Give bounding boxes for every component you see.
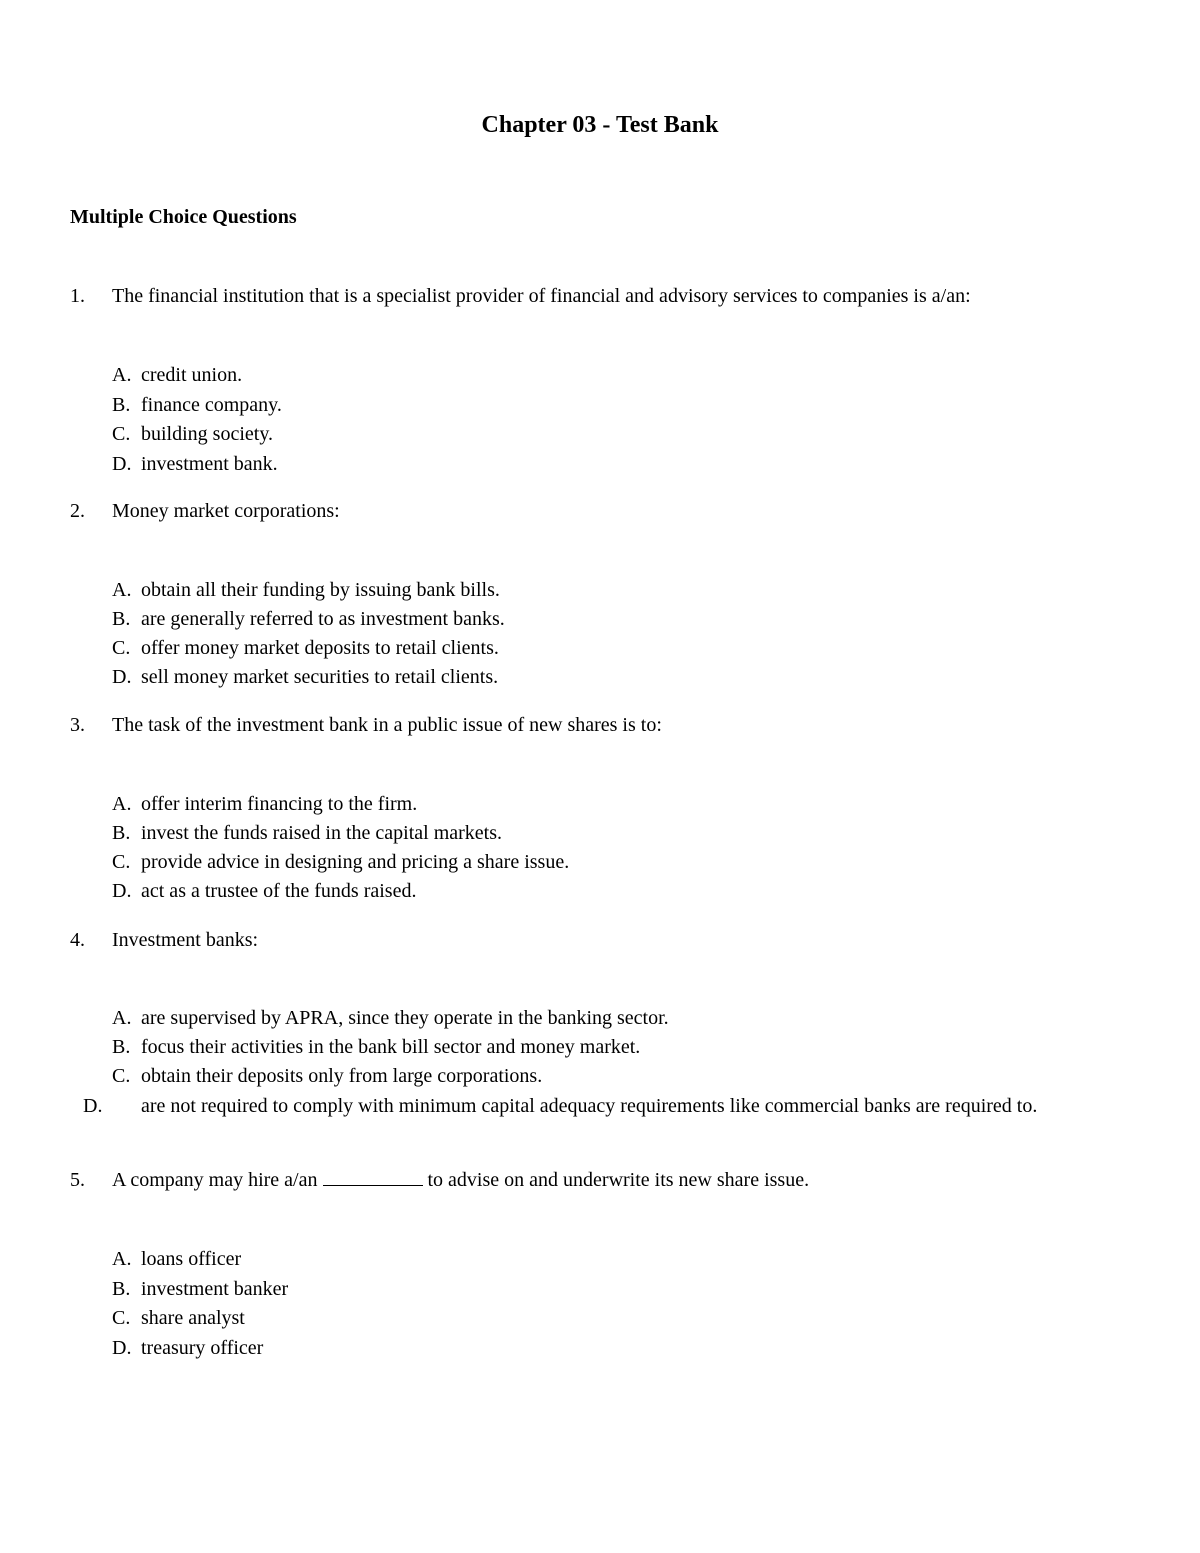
question-text-before-blank: A company may hire a/an xyxy=(112,1169,318,1191)
answer-option xyxy=(112,1245,1112,1274)
option-text: invest the funds raised in the capital markets. xyxy=(141,822,503,844)
option-text: act as a trustee of the funds raised. xyxy=(141,880,417,902)
answer-option xyxy=(112,1304,1112,1333)
answer-option xyxy=(112,1334,1112,1363)
option-text: are supervised by APRA, since they operate in the banking sector. xyxy=(141,1007,669,1029)
question-text: Money market corporations: xyxy=(112,500,340,522)
option-letter: B. xyxy=(112,1036,131,1058)
answer-option xyxy=(112,1062,1112,1091)
option-text: are generally referred to as investment banks. xyxy=(141,608,505,630)
option-letter: D. xyxy=(112,1337,132,1359)
option-text: treasury officer xyxy=(141,1337,264,1359)
option-letter: C. xyxy=(112,423,131,445)
answer-option xyxy=(112,877,1112,906)
answer-blank xyxy=(323,1167,423,1186)
option-letter: B. xyxy=(112,1278,131,1300)
question-number: 1. xyxy=(70,285,85,307)
option-letter: C. xyxy=(112,851,131,873)
question-text-after-blank: to advise on and underwrite its new share issue. xyxy=(427,1169,810,1191)
option-letter: C. xyxy=(112,1065,131,1087)
option-text: focus their activities in the bank bill sector and money market. xyxy=(141,1036,641,1058)
question-text: Investment banks: xyxy=(112,929,259,951)
answer-option xyxy=(112,790,1112,819)
option-text: finance company. xyxy=(141,394,282,416)
answer-option xyxy=(112,1275,1112,1304)
option-letter: A. xyxy=(112,364,132,386)
question-number: 4. xyxy=(70,929,85,951)
question-text xyxy=(112,1166,809,1194)
question-number: 3. xyxy=(70,714,85,736)
option-letter: B. xyxy=(112,394,131,416)
question-number: 5. xyxy=(70,1169,85,1191)
option-text: building society. xyxy=(141,423,274,445)
option-text: credit union. xyxy=(141,364,243,386)
option-letter: D. xyxy=(112,453,132,475)
question-number: 2. xyxy=(70,500,85,522)
answer-option xyxy=(112,391,1112,420)
answer-option xyxy=(112,420,1112,449)
page-title: Chapter 03 - Test Bank xyxy=(481,112,719,138)
option-text: are not required to comply with minimum capital adequacy requirements like commercial banks are required to. xyxy=(141,1095,1038,1117)
option-letter: D. xyxy=(112,666,132,688)
option-text: obtain their deposits only from large corporations. xyxy=(141,1065,543,1087)
answer-option xyxy=(112,1033,1112,1062)
option-letter: A. xyxy=(112,1007,132,1029)
section-heading: Multiple Choice Questions xyxy=(70,206,297,228)
option-text: provide advice in designing and pricing a share issue. xyxy=(141,851,570,873)
option-text: sell money market securities to retail clients. xyxy=(141,666,499,688)
option-text: share analyst xyxy=(141,1307,245,1329)
option-text: loans officer xyxy=(141,1248,242,1270)
option-letter: A. xyxy=(112,793,132,815)
question-text: The financial institution that is a specialist provider of financial and advisory services to companies is a/an: xyxy=(112,285,971,307)
option-text: investment banker xyxy=(141,1278,289,1300)
option-letter: A. xyxy=(112,579,132,601)
option-text: offer money market deposits to retail clients. xyxy=(141,637,499,659)
option-letter: D. xyxy=(83,1095,103,1117)
option-letter: A. xyxy=(112,1248,132,1270)
answer-option xyxy=(112,663,1112,692)
option-text: investment bank. xyxy=(141,453,278,475)
answer-option xyxy=(112,450,1112,479)
answer-option xyxy=(112,848,1112,877)
option-letter: D. xyxy=(112,880,132,902)
option-text: offer interim financing to the firm. xyxy=(141,793,418,815)
answer-option xyxy=(112,819,1112,848)
answer-option xyxy=(112,1004,1112,1033)
option-letter: C. xyxy=(112,637,131,659)
option-letter: B. xyxy=(112,822,131,844)
option-text: obtain all their funding by issuing bank bills. xyxy=(141,579,500,601)
option-letter: B. xyxy=(112,608,131,630)
option-letter: C. xyxy=(112,1307,131,1329)
question-text: The task of the investment bank in a public issue of new shares is to: xyxy=(112,714,662,736)
answer-option xyxy=(112,361,1112,390)
answer-option xyxy=(112,605,1112,634)
answer-option xyxy=(112,634,1112,663)
answer-option xyxy=(112,576,1112,605)
answer-option xyxy=(83,1092,1112,1121)
